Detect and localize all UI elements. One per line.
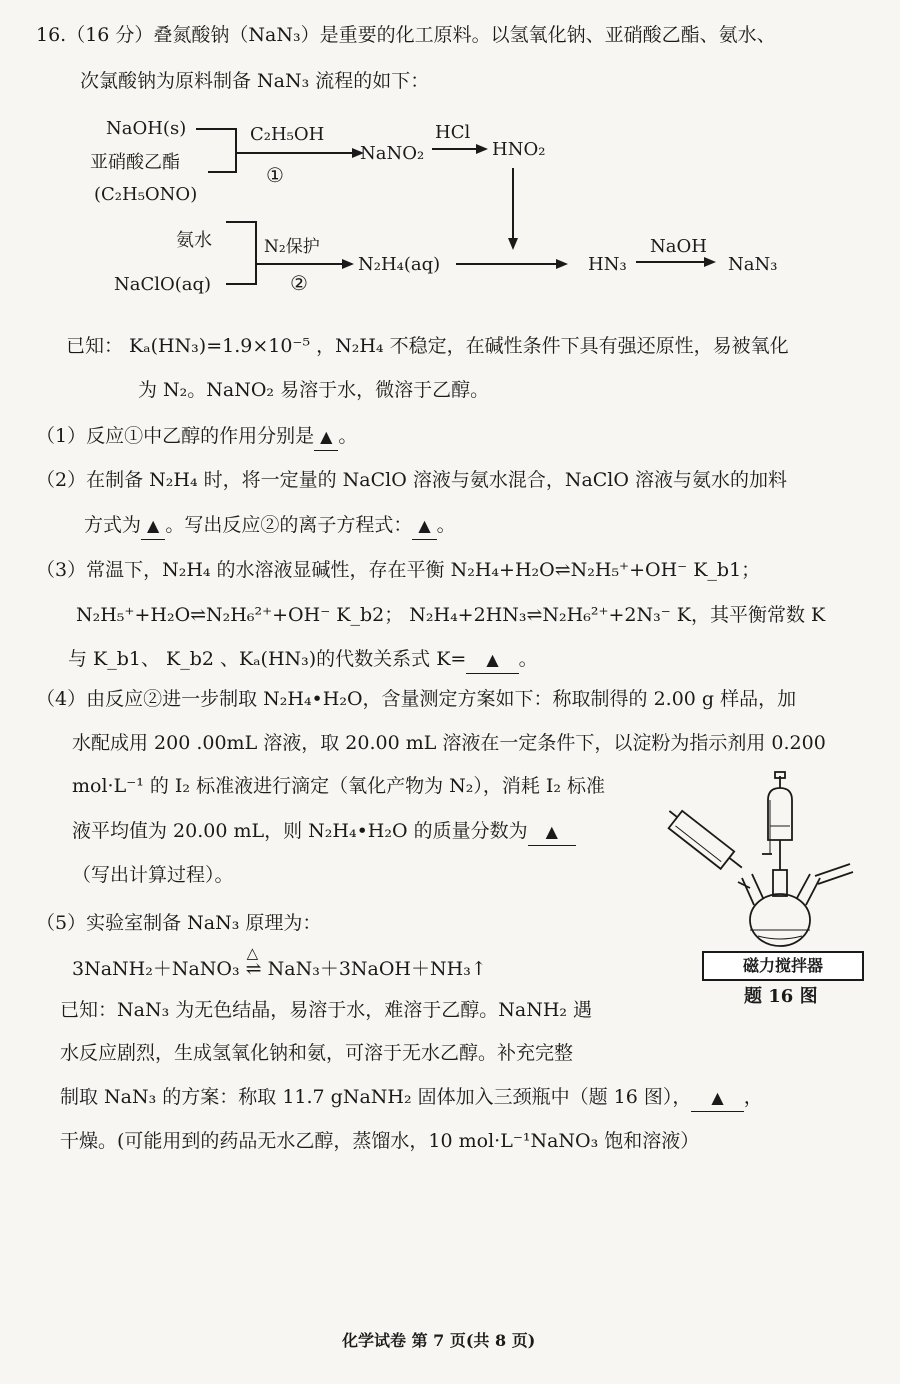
flow-ethyl-nitrite-formula: (C₂H₅ONO) (94, 184, 198, 205)
q2-line2 (84, 512, 456, 540)
q5-equation-cond: △ (246, 944, 259, 962)
q1-text: （1）反应①中乙醇的作用分别是 (36, 425, 315, 447)
flow-n2-protect: N₂保护 (264, 237, 320, 257)
q2-answer-blank-1[interactable] (141, 512, 165, 540)
q3-end: 。 (518, 648, 538, 670)
page-footer: 化学试卷 第 7 页(共 8 页) (342, 1331, 536, 1350)
known-line1: 已知： Kₐ(HN₃)=1.9×10⁻⁵ ，N₂H₄ 不稳定，在碱性条件下具有强还原性，易被氧化 (66, 335, 789, 357)
answer-mark: ▲ (486, 650, 499, 669)
flow-step1: ① (266, 163, 284, 187)
q5-equation (72, 944, 487, 982)
figure-caption: 题 16 图 (744, 986, 818, 1007)
q3-line1: （3）常温下，N₂H₄ 的水溶液显碱性，存在平衡 N₂H₄+H₂O⇌N₂H₅⁺+OH⁻ K_b1； (36, 559, 761, 581)
q2-line2b: 。写出反应②的离子方程式： (165, 514, 413, 536)
answer-mark: ▲ (545, 822, 558, 841)
q5-line5a: 制取 NaN₃ 的方案：称取 11.7 gNaNH₂ 固体加入三颈瓶中（题 16 图）， (60, 1086, 692, 1108)
q5-line5b: ， (743, 1086, 763, 1108)
q2-line2a: 方式为 (84, 514, 142, 536)
q2-line1: （2）在制备 N₂H₄ 时，将一定量的 NaClO 溶液与氨水混合，NaClO 溶液与氨水的加料 (36, 469, 788, 491)
q4-line5: （写出计算过程）。 (72, 864, 234, 886)
answer-mark: ▲ (418, 516, 431, 535)
q5-answer-blank[interactable] (691, 1084, 743, 1112)
q4-answer-blank[interactable] (528, 818, 576, 846)
q5-line4: 水反应剧烈，生成氢氧化钠和氨，可溶于无水乙醇。补充完整 (60, 1042, 574, 1064)
known-line2: 为 N₂。NaNO₂ 易溶于水，微溶于乙醇。 (138, 379, 490, 401)
q4-line3: mol·L⁻¹ 的 I₂ 标准液进行滴定（氧化产物为 N₂），消耗 I₂ 标准 (72, 775, 606, 797)
q5-line1: （5）实验室制备 NaN₃ 原理为： (36, 912, 322, 934)
q5-line5 (60, 1084, 763, 1112)
q1 (36, 423, 357, 451)
question-header: 16.（16 分）叠氮酸钠（NaN₃）是重要的化工原料。以氢氧化钠、亚硝酸乙酯、氨水、 (36, 24, 776, 46)
flow-hcl: HCl (435, 122, 471, 143)
q3-line3a: 与 K_b1、 K_b2 、Kₐ(HN₃)的代数关系式 K= (68, 648, 467, 670)
apparatus-figure (650, 770, 870, 955)
flow-hn3: HN₃ (588, 254, 627, 275)
answer-mark: ▲ (711, 1088, 724, 1107)
flow-n2h4-aq: N₂H₄(aq) (358, 254, 441, 275)
question-header-cont: 次氯酸钠为原料制备 NaN₃ 流程的如下： (80, 70, 430, 92)
q1-end: 。 (338, 425, 358, 447)
q5-equation-right: NaN₃＋3NaOH＋NH₃↑ (267, 958, 487, 980)
q5-line3: 已知：NaN₃ 为无色结晶，易溶于水，难溶于乙醇。NaNH₂ 遇 (60, 999, 593, 1021)
flow-naoh: NaOH (650, 236, 707, 257)
q2-end: 。 (436, 514, 456, 536)
flow-nan3: NaN₃ (728, 254, 778, 275)
flow-diagram (80, 110, 800, 310)
q4-line4 (72, 818, 576, 846)
q4-line4a: 液平均值为 20.00 mL，则 N₂H₄•H₂O 的质量分数为 (72, 820, 528, 842)
q5-line6: 干燥。(可能用到的药品无水乙醇，蒸馏水，10 mol·L⁻¹NaNO₃ 饱和溶液） (60, 1130, 700, 1152)
flow-naoh-s: NaOH(s) (106, 118, 187, 139)
q1-answer-blank[interactable] (314, 423, 338, 451)
answer-mark: ▲ (320, 427, 333, 446)
q4-line2: 水配成用 200 .00mL 溶液，取 20.00 mL 溶液在一定条件下，以淀粉为指示剂用 0.200 (72, 732, 826, 754)
flow-ethyl-nitrite: 亚硝酸乙酯 (90, 152, 180, 173)
q3-line3 (68, 646, 538, 674)
q4-line1: （4）由反应②进一步制取 N₂H₄•H₂O，含量测定方案如下：称取制得的 2.00 g 样品，加 (36, 688, 797, 710)
q2-answer-blank-2[interactable] (412, 512, 436, 540)
q5-equation-left: 3NaNH₂＋NaNO₃ (72, 958, 240, 980)
flow-naclo-aq: NaClO(aq) (114, 274, 212, 295)
flask-icon (661, 772, 853, 946)
flow-ethanol: C₂H₅OH (250, 124, 325, 145)
flow-hno2: HNO₂ (492, 139, 546, 160)
flow-step2: ② (290, 271, 308, 295)
answer-mark: ▲ (147, 516, 160, 535)
flow-nano2: NaNO₂ (360, 143, 425, 164)
q5-equation-arrow: △ ⇌ (240, 956, 268, 982)
q3-line2: N₂H₅⁺+H₂O⇌N₂H₆²⁺+OH⁻ K_b2； N₂H₄+2HN₃⇌N₂H₆²⁺+2N₃⁻ K，其平衡常数 K (76, 604, 826, 626)
stirrer-label: 磁力搅拌器 (702, 951, 864, 981)
q3-answer-blank[interactable] (466, 646, 518, 674)
flow-ammonia: 氨水 (176, 230, 212, 251)
